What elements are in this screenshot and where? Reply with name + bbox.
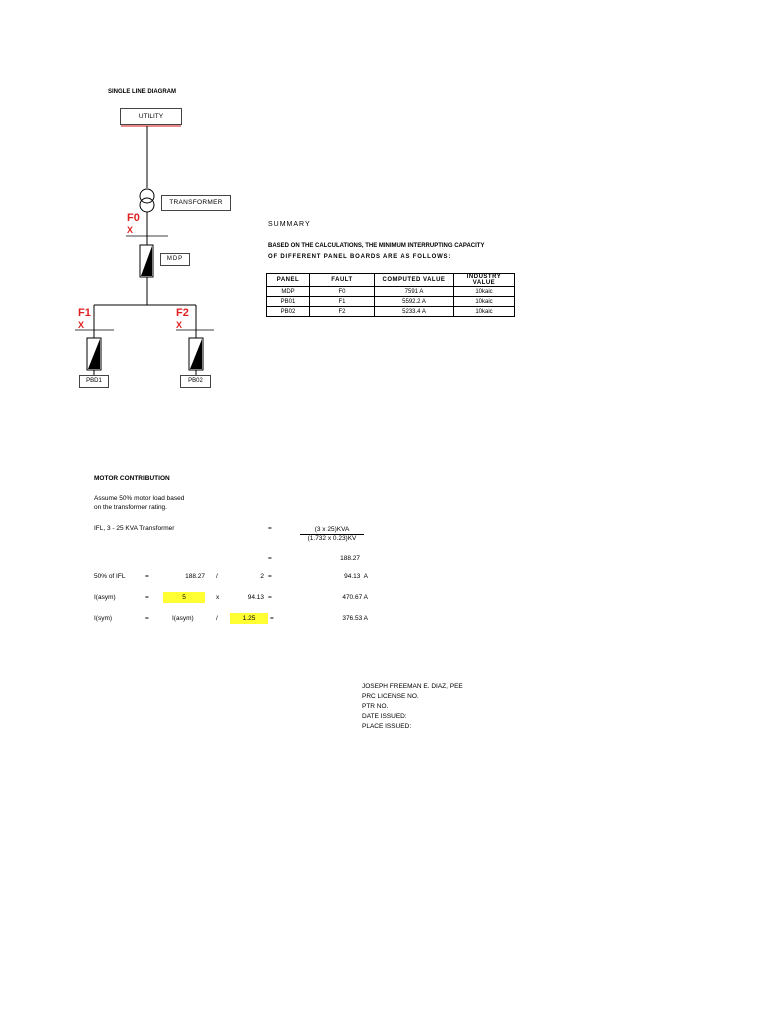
asym-result: 470.67 A (342, 594, 368, 601)
fault-f2-mark: X (176, 320, 183, 330)
col-fault: FAULT (310, 274, 375, 287)
asym-equals: = (145, 594, 149, 601)
sym-equals: = (145, 615, 149, 622)
half-ifl-label: 50% of IFL (94, 573, 126, 580)
utility-box: UTILITY (120, 108, 182, 125)
cell-panel: PB01 (267, 297, 310, 307)
ifl-value-equals: = (268, 555, 272, 562)
half-equals: = (145, 573, 149, 580)
fault-f2-label: F2 (176, 307, 189, 319)
ifl-denominator: (1.732 x 0.23)KV (307, 535, 357, 542)
sym-label: I(sym) (94, 615, 113, 622)
summary-line-2: OF DIFFERENT PANEL BOARDS ARE AS FOLLOWS: (268, 254, 452, 260)
col-computed-value: COMPUTED VALUE (375, 274, 454, 287)
asym-factor-cell: 5 (163, 592, 205, 603)
table-row (267, 287, 515, 297)
asym-label: I(asym) (94, 594, 116, 601)
cell-computed: 5592.2 A (375, 297, 454, 307)
half-div: / (216, 573, 218, 580)
place-issued: PLACE ISSUED: (362, 723, 412, 730)
cell-fault: F0 (310, 287, 375, 297)
cell-industry: 10kaic (454, 297, 515, 307)
summary-table (266, 273, 515, 317)
col-panel: PANEL (267, 274, 310, 287)
cell-computed: 7591 A (375, 287, 454, 297)
transformer-box: TRANSFORMER (161, 195, 231, 211)
sym-result-equals: = (270, 615, 274, 622)
sym-div: / (216, 615, 218, 622)
table-row (267, 307, 515, 317)
signatory-name: JOSEPH FREEMAN E. DIAZ, PEE (362, 683, 463, 690)
summary-heading: SUMMARY (268, 221, 311, 228)
cell-panel: MDP (267, 287, 310, 297)
asym-times: x (216, 594, 220, 601)
pb02-box: PB02 (180, 375, 211, 388)
fault-f0-label: F0 (127, 212, 140, 224)
single-line-diagram (0, 0, 768, 420)
ptr-no: PTR NO. (362, 703, 389, 710)
diagram-title: SINGLE LINE DIAGRAM (108, 89, 177, 95)
prc-license: PRC LICENSE NO. (362, 693, 419, 700)
ifl-value: 188.27 (340, 555, 360, 562)
transformer-secondary-coil (140, 198, 154, 212)
asym-b: 94.13 (247, 594, 264, 601)
cell-fault: F1 (310, 297, 375, 307)
half-ifl-b: 2 (260, 573, 264, 580)
cell-panel: PB02 (267, 307, 310, 317)
half-result-equals: = (268, 573, 272, 580)
asym-result-equals: = (268, 594, 272, 601)
cell-fault: F2 (310, 307, 375, 317)
transformer-primary-coil (140, 189, 154, 203)
motor-note-line-2: on the transformer rating. (94, 504, 167, 511)
half-ifl-result: 94.13 A (344, 573, 368, 580)
sym-factor-cell: 1.25 (230, 613, 268, 624)
cell-industry: 10kaic (454, 287, 515, 297)
sym-a: I(asym) (172, 615, 194, 622)
cell-industry: 10kaic (454, 307, 515, 317)
table-row (267, 297, 515, 307)
ifl-label: IFL, 3 - 25 KVA Transformer (94, 525, 175, 532)
mdp-box: MDP (160, 253, 190, 266)
date-issued: DATE ISSUED: (362, 713, 407, 720)
fault-f1-mark: X (78, 320, 85, 330)
summary-table-header (267, 274, 515, 287)
col-industry-value: INDUSTRY VALUE (454, 274, 515, 287)
cell-computed: 5233.4 A (375, 307, 454, 317)
pb01-box: PBD1 (79, 375, 109, 388)
fault-f0-mark: X (127, 225, 134, 235)
motor-heading: MOTOR CONTRIBUTION (94, 475, 170, 482)
sym-result: 376.53 A (342, 615, 368, 622)
ifl-numerator: (3 x 25)KVA (314, 526, 350, 533)
motor-note-line-1: Assume 50% motor load based (94, 495, 185, 502)
ifl-equals: = (268, 525, 272, 532)
summary-line-1: BASED ON THE CALCULATIONS, THE MINIMUM INTERRUPTING CAPACITY (268, 243, 485, 249)
half-ifl-a: 188.27 (185, 573, 205, 580)
fault-f1-label: F1 (78, 307, 91, 319)
